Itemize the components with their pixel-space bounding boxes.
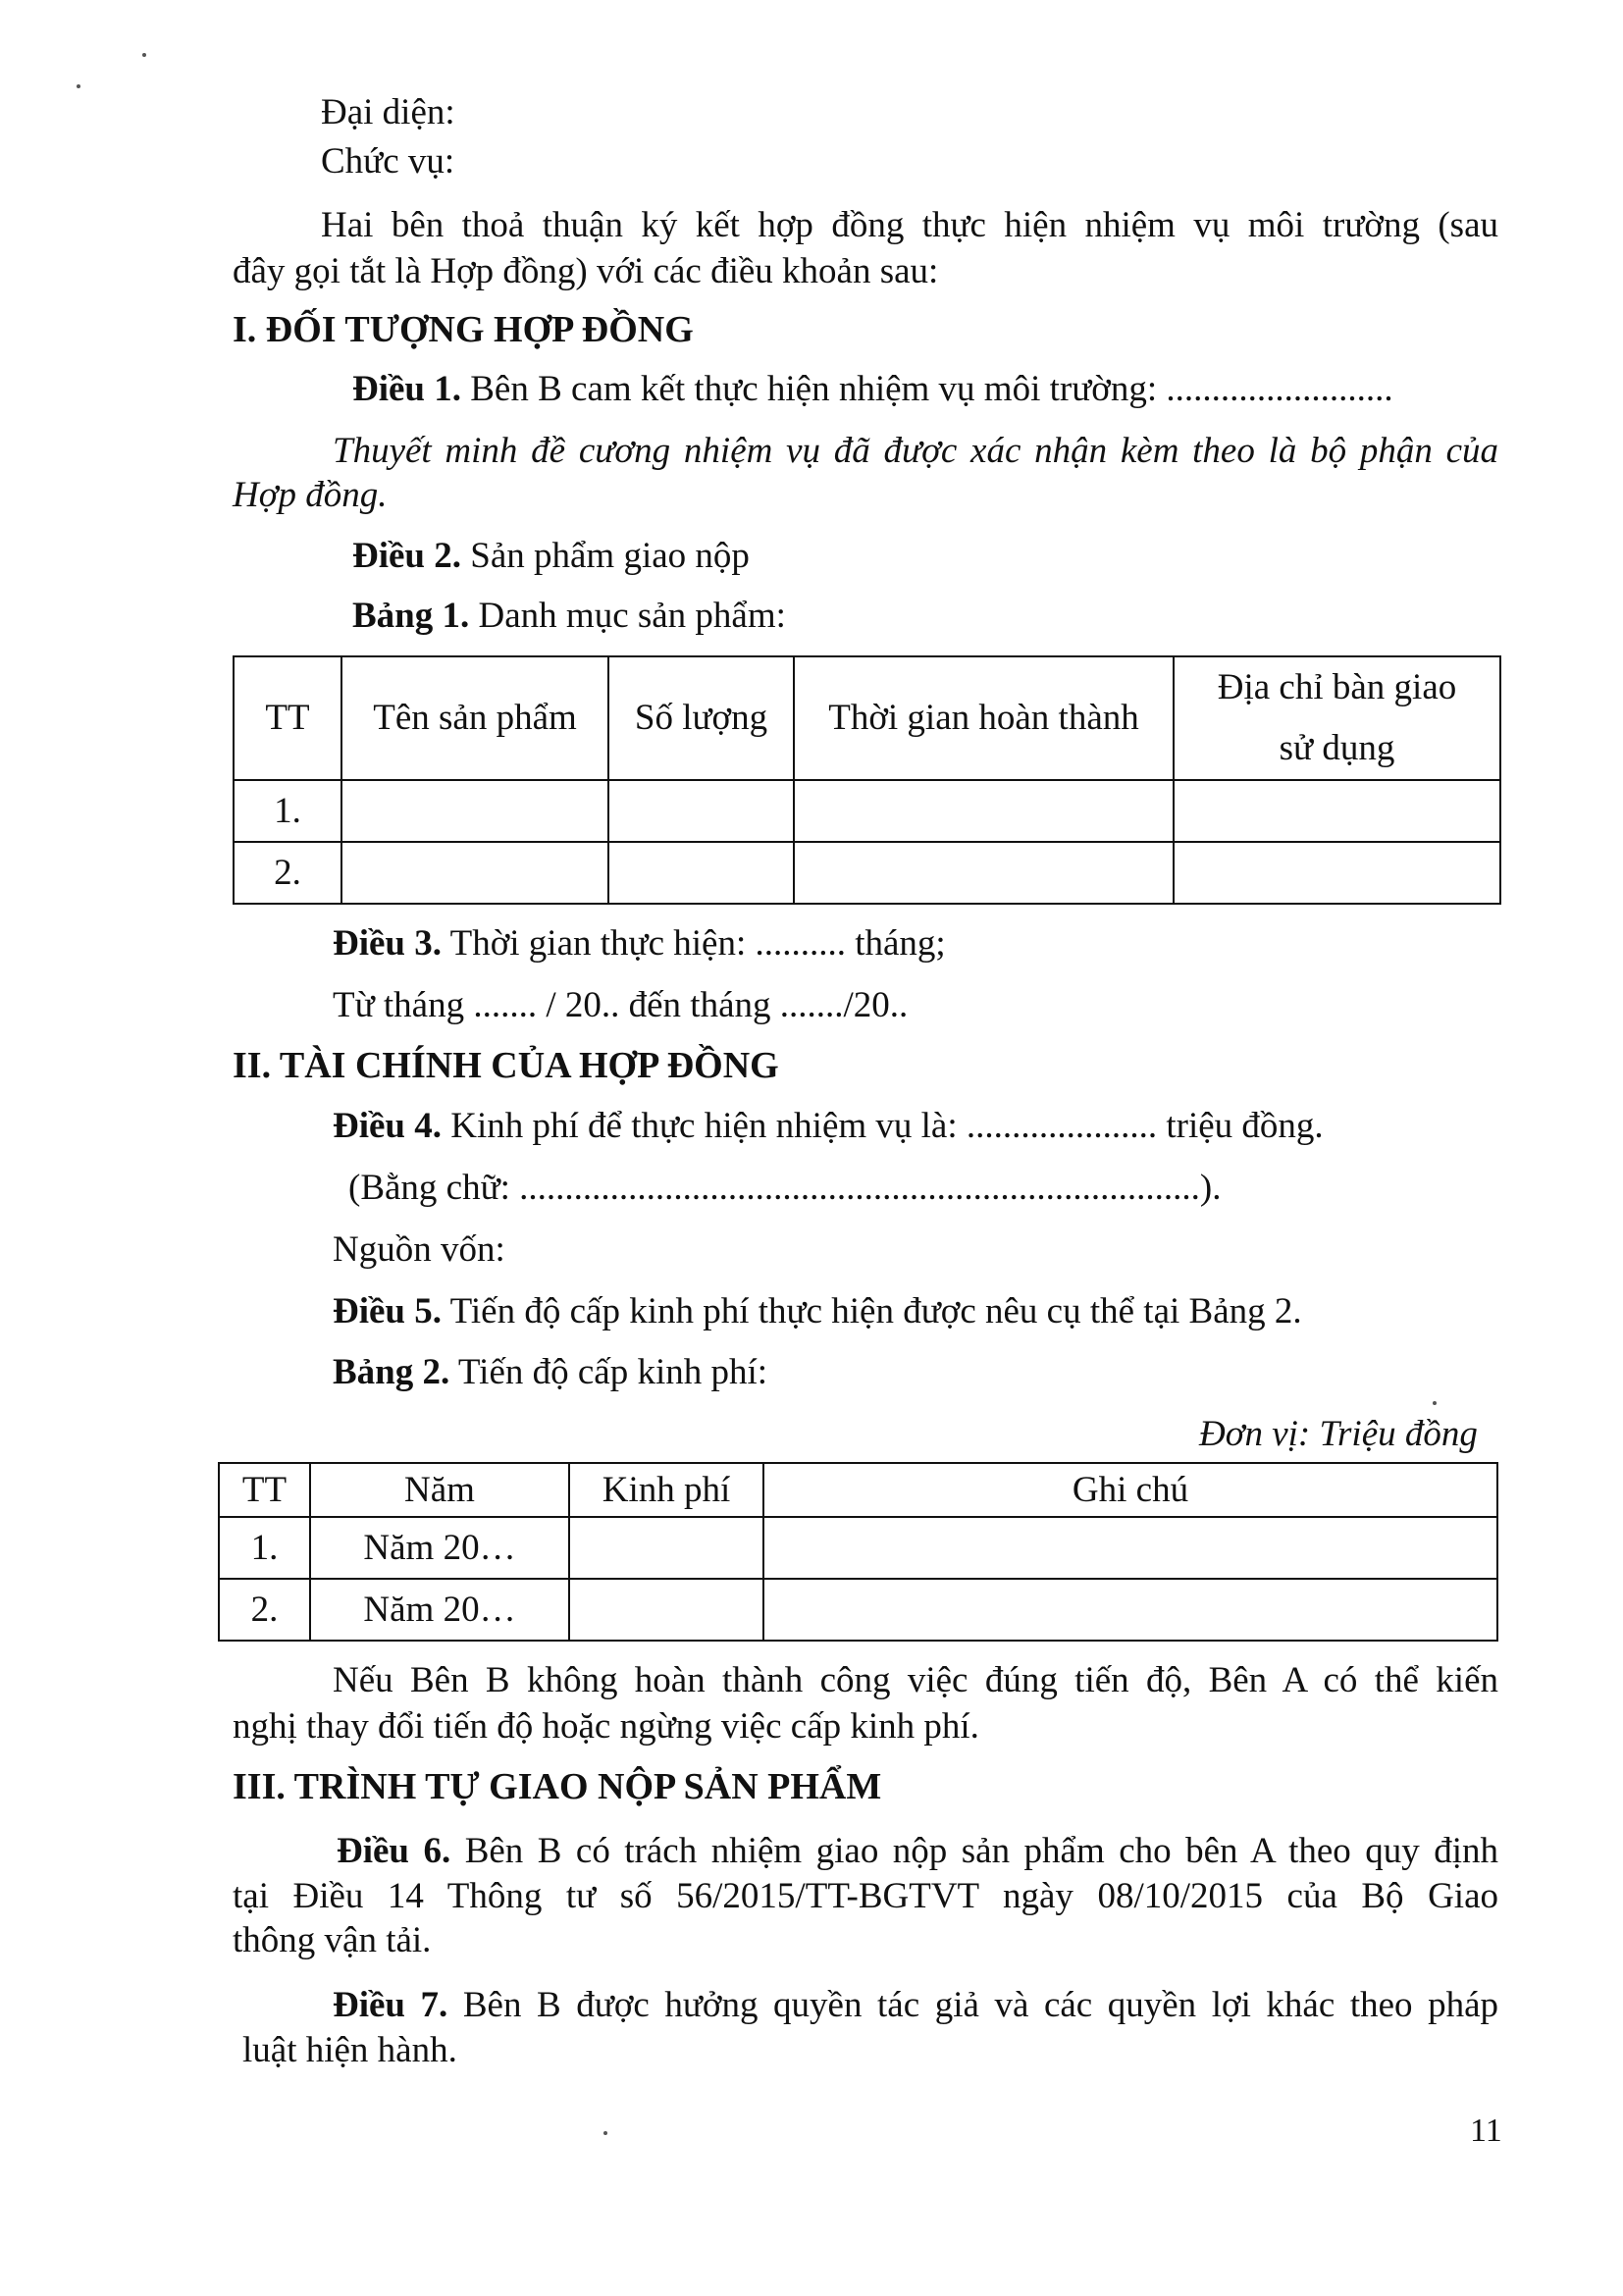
table-2-row-2-year: Năm 20… xyxy=(310,1579,569,1641)
table-row xyxy=(234,780,1500,842)
article-3-label: Điều 3. xyxy=(333,923,442,964)
table-cell xyxy=(1174,780,1500,842)
article-7-label: Điều 7. xyxy=(333,1985,448,2025)
table-2-header-tt: TT xyxy=(219,1463,310,1517)
representative-label: Đại diện: xyxy=(321,92,455,132)
article-1-note-line-1: Thuyết minh đề cương nhiệm vụ đã được xác nhận kèm theo là bộ phận của xyxy=(333,431,1498,471)
table-1-caption-text: Danh mục sản phẩm: xyxy=(478,596,786,636)
table-2-header-notes: Ghi chú xyxy=(763,1463,1497,1517)
article-3-text: Thời gian thực hiện: .......... tháng; xyxy=(449,923,946,964)
table-1-header-tt: TT xyxy=(234,656,341,780)
funding-source-label: Nguồn vốn: xyxy=(333,1229,505,1270)
intro-line-2: đây gọi tắt là Hợp đồng) với các điều khoản sau: xyxy=(233,251,939,291)
article-7-line-1 xyxy=(333,1984,1498,2027)
table-cell xyxy=(763,1517,1497,1579)
delay-clause-line-1: Nếu Bên B không hoàn thành công việc đúng tiến độ, Bên A có thể kiến xyxy=(333,1660,1498,1700)
table-cell xyxy=(794,842,1174,904)
table-cell xyxy=(608,842,794,904)
table-1-header-row xyxy=(234,656,1500,780)
article-4-label: Điều 4. xyxy=(333,1106,442,1146)
intro-line-1: Hai bên thoả thuận ký kết hợp đồng thực hiện nhiệm vụ môi trường (sau xyxy=(321,205,1498,245)
article-6-line-1 xyxy=(337,1830,1498,1873)
table-1-header-quantity: Số lượng xyxy=(608,656,794,780)
table-cell xyxy=(569,1517,763,1579)
table-2-caption xyxy=(333,1351,767,1394)
section-1-heading: I. ĐỐI TƯỢNG HỢP ĐỒNG xyxy=(233,309,694,350)
article-5-text: Tiến độ cấp kinh phí thực hiện được nêu cụ thể tại Bảng 2. xyxy=(449,1291,1302,1331)
table-2-caption-text: Tiến độ cấp kinh phí: xyxy=(457,1352,768,1392)
article-1-note-line-2: Hợp đồng. xyxy=(233,475,388,515)
article-6-text-1: Bên B có trách nhiệm giao nộp sản phẩm cho bên A theo quy định xyxy=(464,1831,1499,1871)
table-cell xyxy=(794,780,1174,842)
table-row xyxy=(219,1517,1497,1579)
table-2-header-row xyxy=(219,1463,1497,1517)
table-1-header-handover-address-line-2: sử dụng xyxy=(1279,728,1395,768)
article-1-text: Bên B cam kết thực hiện nhiệm vụ môi trường: ......................... xyxy=(470,369,1393,409)
position-label: Chức vụ: xyxy=(321,141,455,182)
table-1-header-completion-time: Thời gian hoàn thành xyxy=(794,656,1174,780)
article-3 xyxy=(333,922,946,965)
table-cell xyxy=(569,1579,763,1641)
table-2-row-2-tt: 2. xyxy=(219,1579,310,1641)
table-cell xyxy=(763,1579,1497,1641)
article-4-text: Kinh phí để thực hiện nhiệm vụ là: ..................... triệu đồng. xyxy=(450,1106,1324,1146)
table-2-row-1-year: Năm 20… xyxy=(310,1517,569,1579)
funding-schedule-table xyxy=(218,1462,1498,1642)
table-2-caption-label: Bảng 2. xyxy=(333,1352,450,1392)
table-1-caption-label: Bảng 1. xyxy=(352,596,470,636)
page-number: 11 xyxy=(1470,2113,1502,2149)
product-list-table xyxy=(233,655,1501,905)
table-cell xyxy=(608,780,794,842)
table-1-header-handover-address xyxy=(1174,656,1500,780)
article-7-line-2: luật hiện hành. xyxy=(242,2030,457,2070)
section-2-heading: II. TÀI CHÍNH CỦA HỢP ĐỒNG xyxy=(233,1045,779,1086)
table-1-header-product-name: Tên sản phẩm xyxy=(341,656,608,780)
article-7-text-1: Bên B được hưởng quyền tác giả và các quyền lợi khác theo pháp xyxy=(462,1985,1499,2025)
table-cell xyxy=(341,842,608,904)
scan-speck xyxy=(1433,1401,1437,1405)
article-3-period: Từ tháng ....... / 20.. đến tháng ......./20.. xyxy=(333,985,909,1025)
article-2-text: Sản phẩm giao nộp xyxy=(470,536,750,576)
table-row xyxy=(219,1579,1497,1641)
article-6-label: Điều 6. xyxy=(337,1831,451,1871)
table-1-caption xyxy=(352,595,786,638)
article-1 xyxy=(352,368,1393,411)
delay-clause-line-2: nghị thay đổi tiến độ hoặc ngừng việc cấp kinh phí. xyxy=(233,1706,979,1747)
article-2 xyxy=(352,535,750,578)
table-1-row-1-tt: 1. xyxy=(234,780,341,842)
article-5-label: Điều 5. xyxy=(333,1291,442,1331)
table-2-header-funding: Kinh phí xyxy=(569,1463,763,1517)
scan-speck xyxy=(142,53,146,57)
unit-note: Đơn vị: Triệu đồng xyxy=(1199,1414,1478,1454)
table-2-header-year: Năm xyxy=(310,1463,569,1517)
table-cell xyxy=(341,780,608,842)
article-1-label: Điều 1. xyxy=(352,369,461,409)
table-1-header-handover-address-line-1: Địa chỉ bàn giao xyxy=(1217,667,1457,707)
scan-speck xyxy=(603,2131,607,2135)
article-6-line-3: thông vận tải. xyxy=(233,1920,432,1960)
article-5 xyxy=(333,1290,1302,1333)
amount-in-words: (Bằng chữ: ...........................................................................). xyxy=(348,1168,1222,1208)
section-3-heading: III. TRÌNH TỰ GIAO NỘP SẢN PHẨM xyxy=(233,1766,882,1807)
scan-speck xyxy=(77,84,80,88)
article-4 xyxy=(333,1105,1324,1148)
table-1-row-2-tt: 2. xyxy=(234,842,341,904)
table-row xyxy=(234,842,1500,904)
article-2-label: Điều 2. xyxy=(352,536,461,576)
article-6-line-2: tại Điều 14 Thông tư số 56/2015/TT-BGTVT ngày 08/10/2015 của Bộ Giao xyxy=(233,1876,1498,1916)
table-2-row-1-tt: 1. xyxy=(219,1517,310,1579)
table-cell xyxy=(1174,842,1500,904)
